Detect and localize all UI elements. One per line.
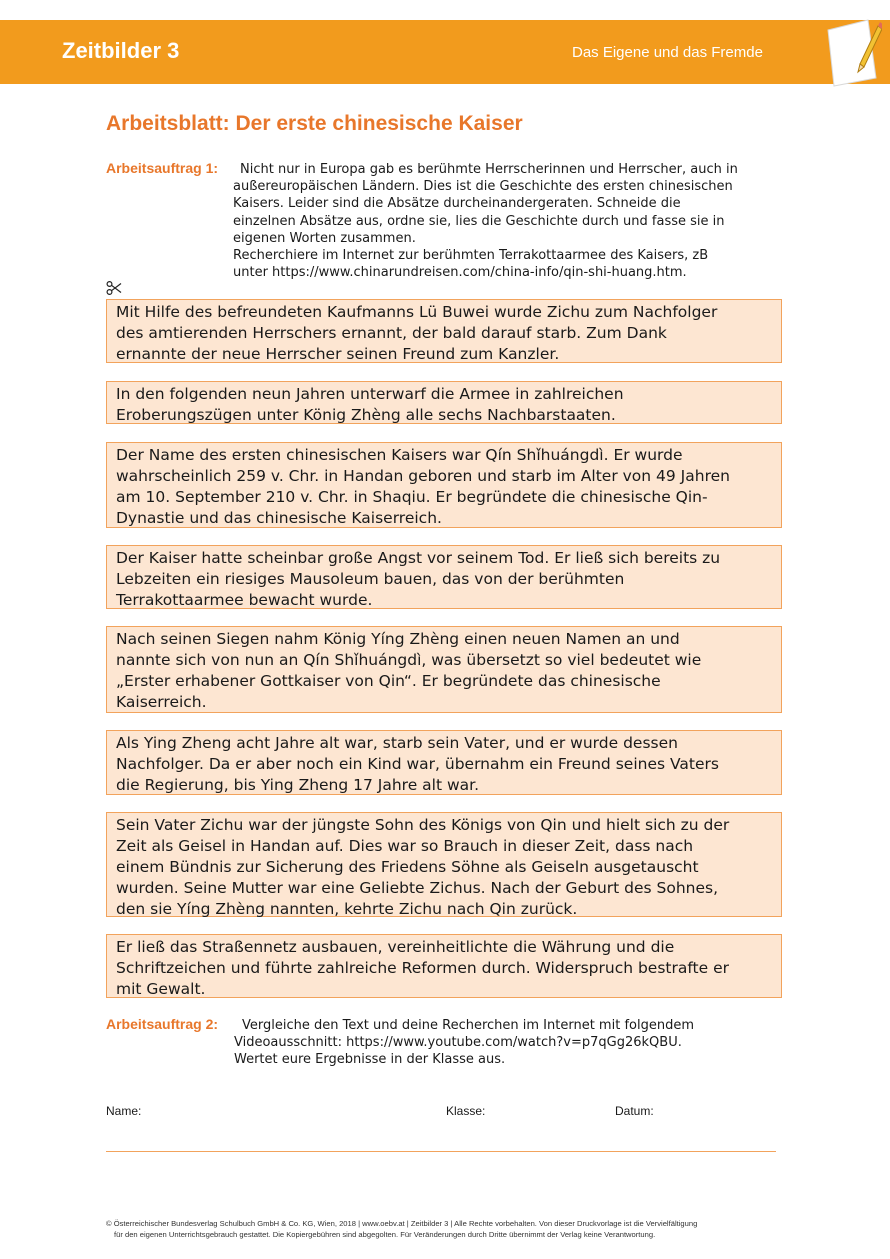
date-label: Datum: [615, 1104, 654, 1118]
paragraph-line: Nach seinen Siegen nahm König Yíng Zhèng einen neuen Namen an und [116, 630, 680, 648]
paragraph-line: einem Bündnis zur Sicherung des Friedens Söhne als Geiseln ausgetauscht [116, 858, 699, 876]
paragraph-box[interactable] [106, 299, 782, 363]
paragraph-line: wahrscheinlich 259 v. Chr. in Handan geboren und starb im Alter von 49 Jahren [116, 467, 730, 485]
paragraph-line: Er ließ das Straßennetz ausbauen, vereinheitlichte die Währung und die [116, 938, 675, 956]
paragraph-line: den sie Yíng Zhèng nannten, kehrte Zichu nach Qin zurück. [116, 900, 578, 918]
paragraph-line: Terrakottaarmee bewacht wurde. [116, 591, 373, 609]
task1-text [233, 161, 738, 281]
paragraph-line: Der Name des ersten chinesischen Kaisers war Qín Shǐhuángdì. Er wurde [116, 446, 683, 464]
task1-line: unter https://www.chinarundreisen.com/china-info/qin-shi-huang.htm. [233, 265, 687, 281]
page-title: Arbeitsblatt: Der erste chinesische Kaiser [106, 112, 523, 135]
paragraph-line: In den folgenden neun Jahren unterwarf die Armee in zahlreichen [116, 385, 624, 403]
paragraph-line: Der Kaiser hatte scheinbar große Angst vor seinem Tod. Er ließ sich bereits zu [116, 549, 721, 567]
paragraph-line: ernannte der neue Herrscher seinen Freund zum Kanzler. [116, 345, 560, 363]
paragraph-box[interactable] [106, 730, 782, 795]
name-label: Name: [106, 1104, 142, 1118]
task1-line: außereuropäischen Ländern. Dies ist die Geschichte des ersten chinesischen [233, 179, 733, 195]
paragraph-line: am 10. September 210 v. Chr. in Shaqiu. Er begründete die chinesische Qin- [116, 488, 708, 506]
paragraph-line: Als Ying Zheng acht Jahre alt war, starb sein Vater, und er wurde dessen [116, 734, 678, 752]
task2-line: Vergleiche den Text und deine Recherchen im Internet mit folgendem [242, 1018, 694, 1033]
paragraph-line: „Erster erhabener Gottkaiser von Qin“. Er begründete das chinesische [116, 672, 661, 690]
paragraph-line: Dynastie und das chinesische Kaiserreich. [116, 509, 442, 527]
footer-line: für den eigenen Unterrichtsgebrauch gestattet. Die Kopiergebühren sind abgegolten. Für Veränderungen durch Dritte übernimmt der Verlag keine Verantwortung. [114, 1230, 656, 1239]
paragraph-line: mit Gewalt. [116, 980, 206, 998]
header-subtitle: Das Eigene und das Fremde [572, 44, 763, 61]
paragraph-line: Lebzeiten ein riesiges Mausoleum bauen, das von der berühmten [116, 570, 625, 588]
paragraph-line: Mit Hilfe des befreundeten Kaufmanns Lü Buwei wurde Zichu zum Nachfolger [116, 303, 718, 321]
paragraph-box[interactable] [106, 626, 782, 713]
footer-line: © Österreichischer Bundesverlag Schulbuch GmbH & Co. KG, Wien, 2018 | www.oebv.at | Zeitbilder 3 | Alle Rechte vorbehalten. Von dieser Druckvorlage ist die Vervielfältigung [106, 1219, 698, 1228]
paragraph-line: Eroberungszügen unter König Zhèng alle sechs Nachbarstaaten. [116, 406, 616, 424]
task2-line: Videoausschnitt: https://www.youtube.com/watch?v=p7qGg26kQBU. [234, 1035, 682, 1051]
paragraph-line: Nachfolger. Da er aber noch ein Kind war, übernahm ein Freund seines Vaters [116, 755, 719, 773]
paragraph-line: nannte sich von nun an Qín Shǐhuángdì, was übersetzt so viel bedeutet wie [116, 651, 702, 669]
paragraph-box[interactable] [106, 442, 782, 528]
paragraph-line: die Regierung, bis Ying Zheng 17 Jahre alt war. [116, 776, 480, 794]
task1-line: Recherchiere im Internet zur berühmten Terrakottaarmee des Kaisers, zB [233, 248, 709, 264]
paragraph-box[interactable] [106, 381, 782, 424]
task2-line: Wertet eure Ergebnisse in der Klasse aus. [234, 1052, 506, 1068]
task1-line: Nicht nur in Europa gab es berühmte Herrscherinnen und Herrscher, auch in [240, 162, 738, 177]
paragraph-box[interactable] [106, 934, 782, 998]
header-title: Zeitbilder 3 [62, 38, 180, 63]
paragraph-box[interactable] [106, 812, 782, 917]
copyright-footer [106, 1218, 796, 1240]
paragraph-line: wurden. Seine Mutter war eine Geliebte Zichus. Nach der Geburt des Sohnes, [116, 879, 719, 897]
scissors-icon [106, 280, 122, 296]
paragraph-line: Schriftzeichen und führte zahlreiche Reformen durch. Widerspruch bestrafte er [116, 959, 729, 977]
paragraph-box[interactable] [106, 545, 782, 609]
task1-line: Kaisers. Leider sind die Absätze durcheinandergeraten. Schneide die [233, 196, 681, 212]
task1-label: Arbeitsauftrag 1: [106, 160, 219, 176]
paragraph-line: Zeit als Geisel in Handan auf. Dies war so Brauch in dieser Zeit, dass nach [116, 837, 694, 855]
paragraph-line: des amtierenden Herrschers ernannt, der bald darauf starb. Zum Dank [116, 324, 667, 342]
task1-line: einzelnen Absätze aus, ordne sie, lies die Geschichte durch und fasse sie in [233, 213, 725, 229]
header-banner [0, 20, 890, 84]
class-label: Klasse: [446, 1104, 486, 1118]
signature-line[interactable] [106, 1151, 776, 1152]
paper-pencil-icon [820, 14, 882, 88]
paragraph-line: Kaiserreich. [116, 693, 207, 711]
task2-text [234, 1017, 694, 1069]
paragraph-line: Sein Vater Zichu war der jüngste Sohn des Königs von Qin und hielt sich zu der [116, 816, 730, 834]
task1-line: eigenen Worten zusammen. [233, 230, 416, 246]
task2-label: Arbeitsauftrag 2: [106, 1016, 219, 1032]
